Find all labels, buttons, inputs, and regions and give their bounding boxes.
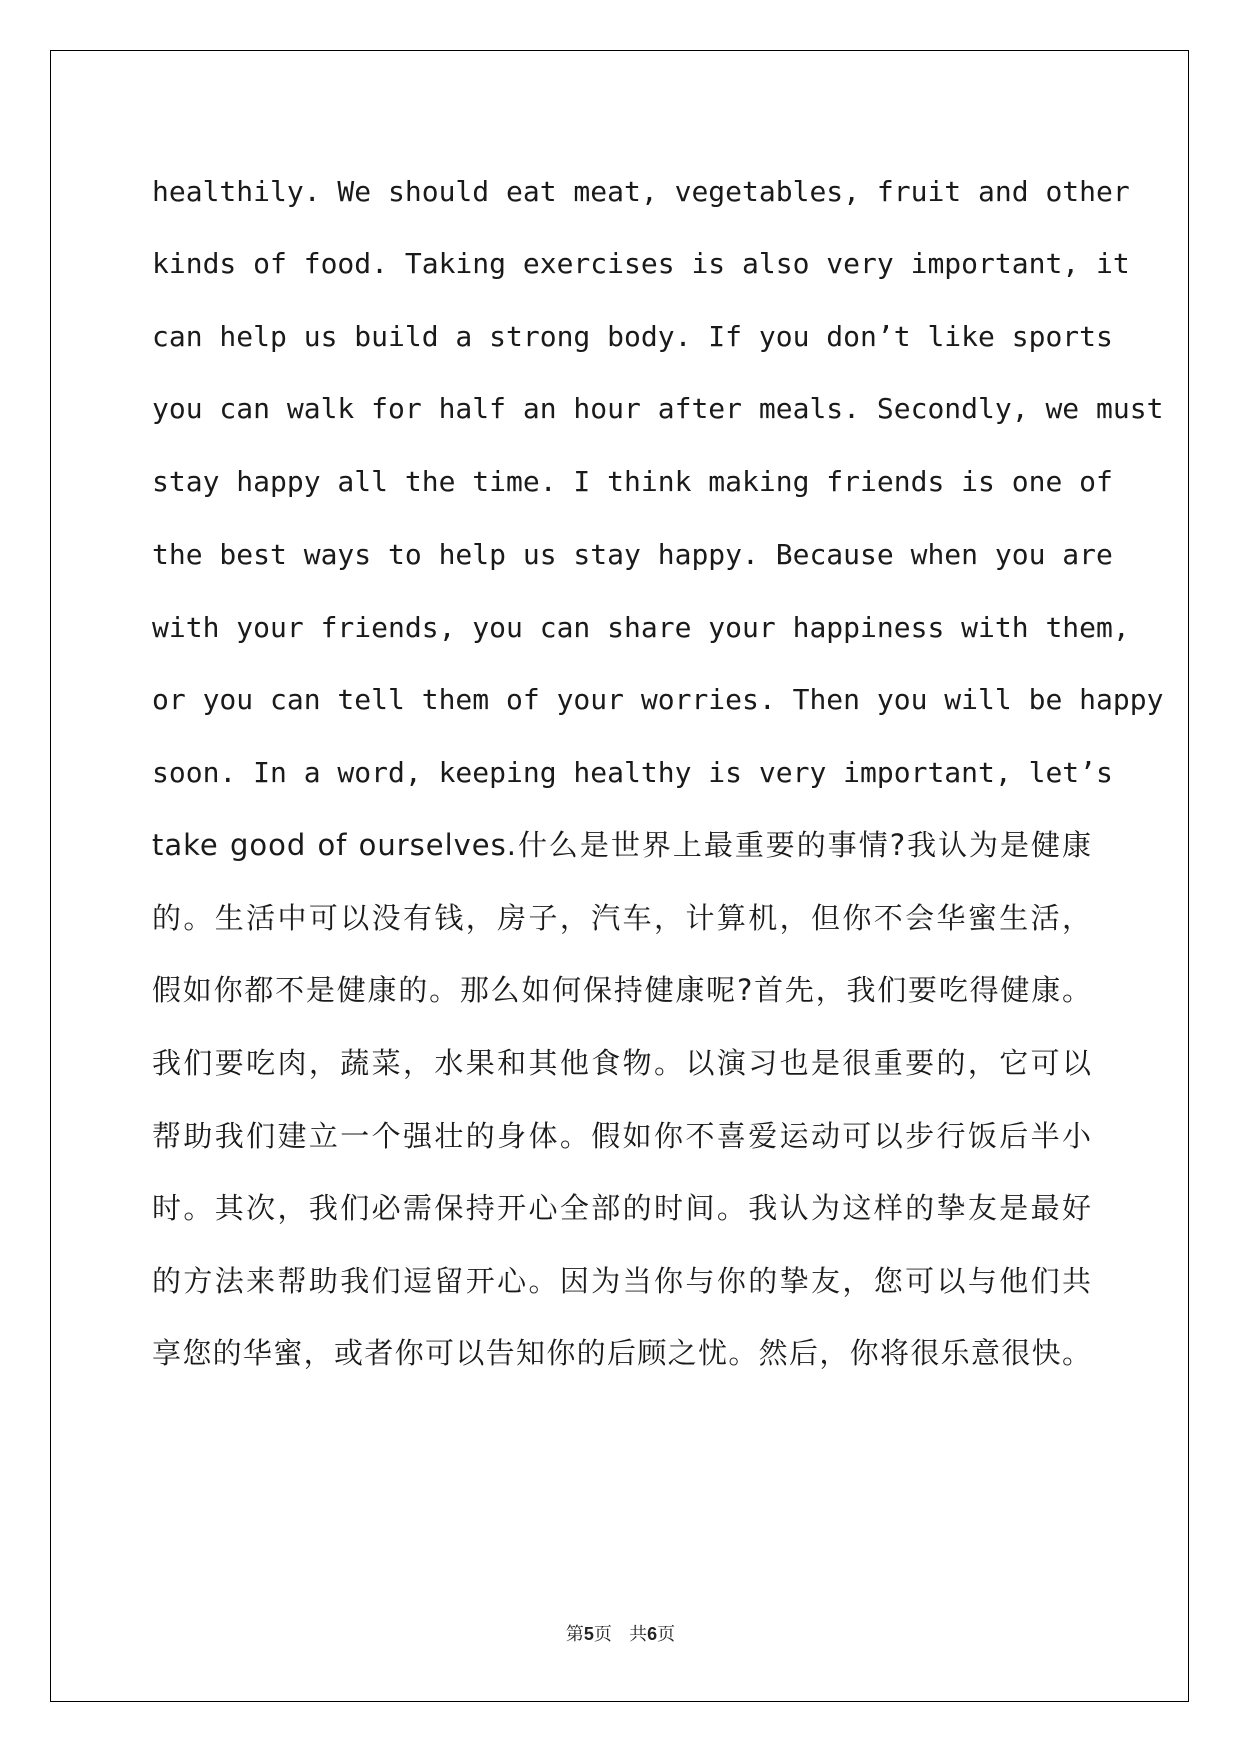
text-line: take good of ourselves.什么是世界上最重要的事情?我认为是健康 [152,828,1092,862]
text-line: 享您的华蜜，或者你可以告知你的后顾之忧。然后，你将很乐意很快。 [152,1336,1092,1370]
text-line: 时。其次，我们必需保持开心全部的时间。我认为这样的挚友是最好 [152,1191,1092,1225]
text-line: can help us build a strong body. If you don’t like sports [152,320,1113,353]
text-line: stay happy all the time. I think making friends is one of [152,465,1113,498]
text-line: healthily. We should eat meat, vegetables, fruit and other [152,175,1130,208]
page-suffix: 页 [657,1624,676,1645]
text-line: 我们要吃肉，蔬菜，水果和其他食物。以演习也是很重要的，它可以 [152,1046,1092,1080]
page-number-footer [0,1622,1241,1647]
page-total: 6 [647,1624,658,1644]
page-border [50,50,1189,1702]
text-line: 假如你都不是健康的。那么如何保持健康呢?首先，我们要吃得健康。 [152,973,1092,1007]
text-line: the best ways to help us stay happy. Because when you are [152,538,1113,571]
text-line: with your friends, you can share your happiness with them, [152,611,1130,644]
page-current: 5 [583,1624,594,1644]
text-line: 的方法来帮助我们逗留开心。因为当你与你的挚友，您可以与他们共 [152,1264,1092,1298]
page-prefix: 第 [565,1624,584,1645]
text-line: soon. In a word, keeping healthy is very important, let’s [152,756,1113,789]
text-line: you can walk for half an hour after meals. Secondly, we must [152,392,1164,425]
text-line: or you can tell them of your worries. Then you will be happy [152,683,1164,716]
text-line: 帮助我们建立一个强壮的身体。假如你不喜爱运动可以步行饭后半小 [152,1119,1092,1153]
text-line: kinds of food. Taking exercises is also very important, it [152,247,1130,280]
text-line: 的。生活中可以没有钱，房子，汽车，计算机，但你不会华蜜生活， [152,901,1092,935]
page-mid: 页 共 [593,1624,648,1645]
